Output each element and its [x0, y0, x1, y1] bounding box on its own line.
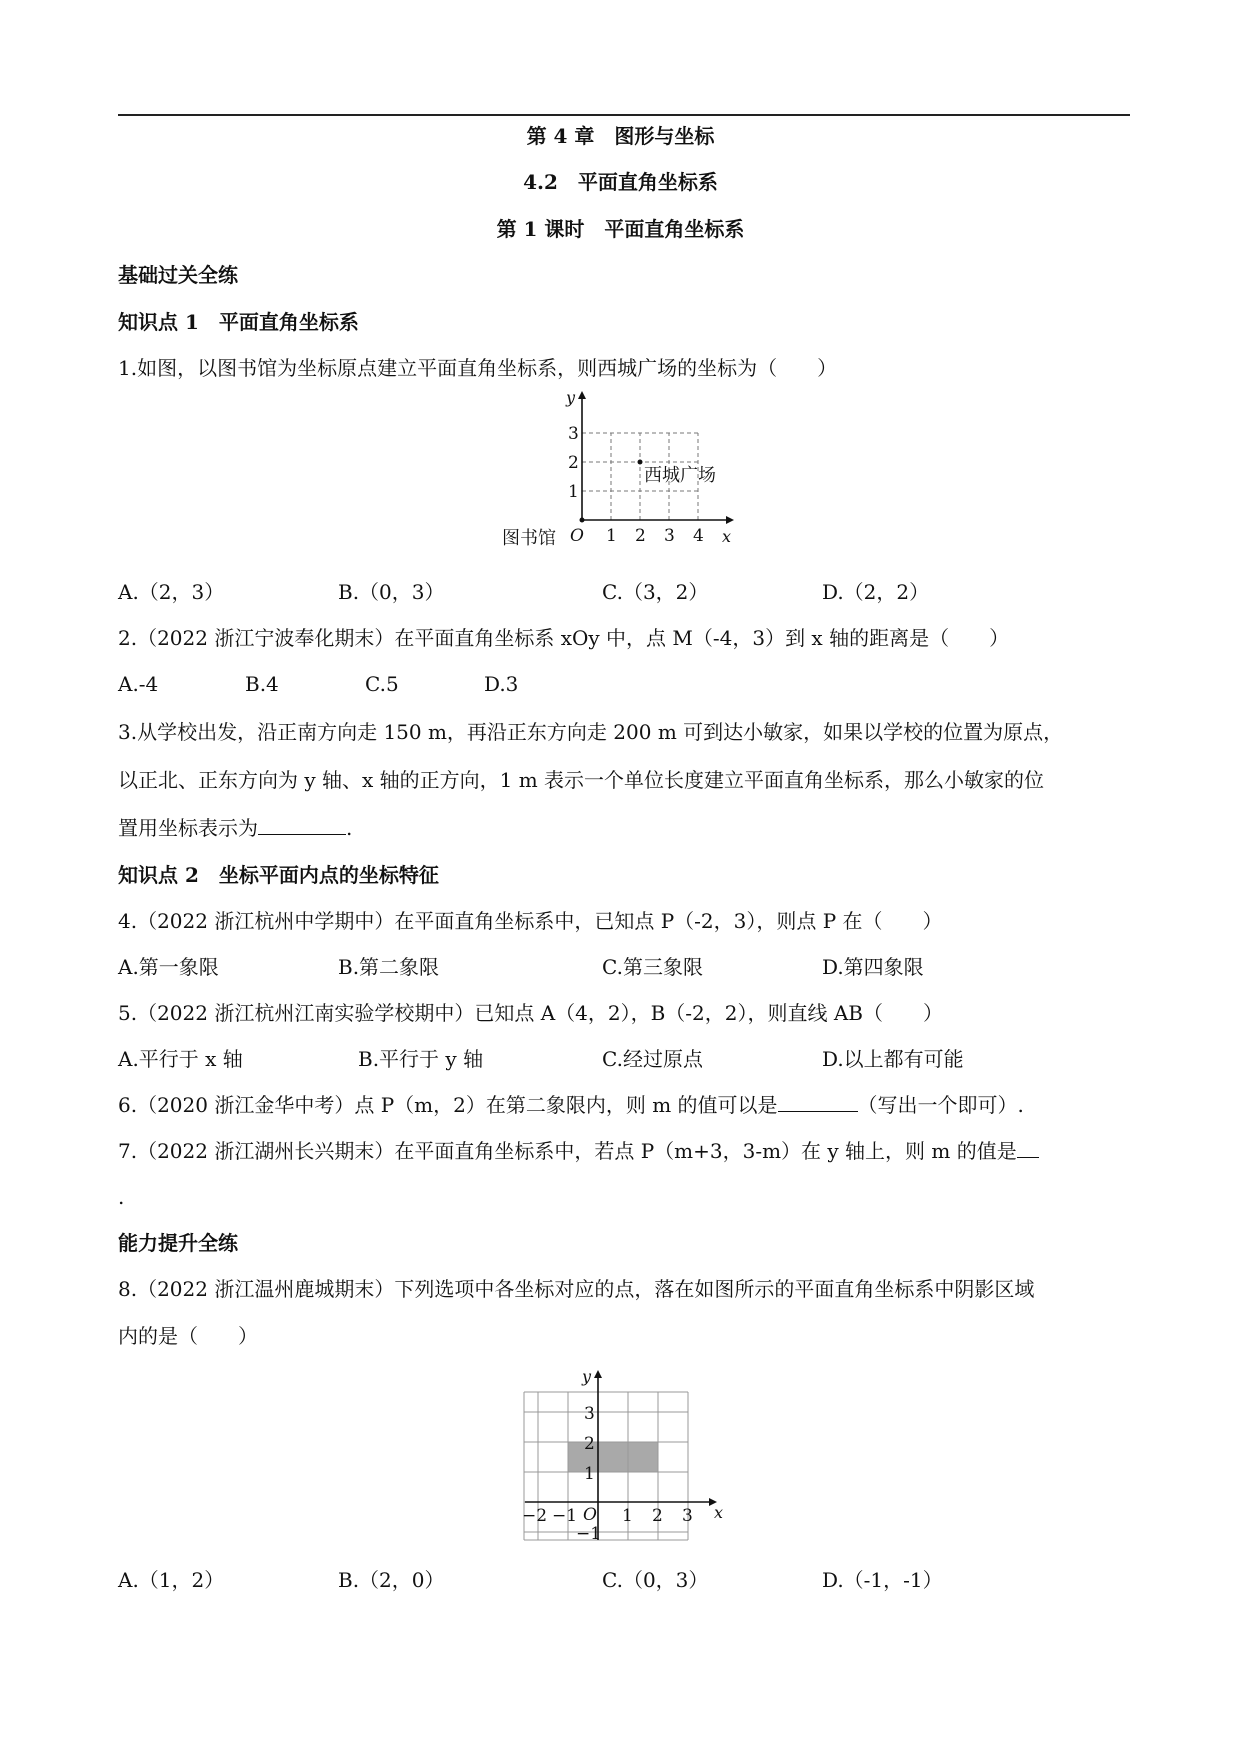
- q6-prefix: 6.（2020 浙江金华中考）点 P（m，2）在第二象限内，则 m 的值可以是: [118, 1093, 778, 1117]
- q1-option-b: B.（0，3）: [338, 580, 445, 604]
- q8-x-tick-label: −2: [522, 1506, 548, 1526]
- q1-y-tick-label: 1: [568, 482, 579, 502]
- q1-point-dot: [638, 460, 643, 465]
- q2-stem: 2.（2022 浙江宁波奉化期末）在平面直角坐标系 xOy 中，点 M（-4，3）到 x 轴的距离是（ ）: [118, 626, 1010, 650]
- q2-option-c: C.5: [365, 672, 399, 696]
- q6-line: [118, 1093, 1024, 1117]
- q8-y-tick-label: 1: [584, 1464, 595, 1484]
- q8-x-tick-label: 1: [622, 1506, 633, 1526]
- part-basic-heading: 基础过关全练: [118, 263, 238, 287]
- part-advanced-heading: 能力提升全练: [118, 1231, 238, 1255]
- q8-option-a: A.（1，2）: [118, 1568, 225, 1592]
- q8-line-1: 8.（2022 浙江温州鹿城期末）下列选项中各坐标对应的点，落在如图所示的平面直角坐标系中阴影区域: [118, 1277, 1035, 1301]
- q1-option-a: A.（2，3）: [118, 580, 225, 604]
- q8-figure: [515, 1360, 730, 1545]
- q1-figure: [490, 385, 750, 550]
- q5-option-c: C.经过原点: [602, 1047, 703, 1071]
- q8-x-axis-label: x: [714, 1503, 724, 1522]
- q3-line-3: [118, 816, 352, 840]
- q8-option-c: C.（0，3）: [602, 1568, 709, 1592]
- q5-stem: 5.（2022 浙江杭州江南实验学校期中）已知点 A（4，2），B（-2，2），则直线 AB（ ）: [118, 1001, 943, 1025]
- q1-x-tick-labels: [606, 526, 704, 546]
- q8-x-tick-labels: [522, 1506, 693, 1526]
- q8-option-d: D.（-1，-1）: [822, 1568, 943, 1592]
- q8-y-axis-label: y: [582, 1367, 592, 1386]
- q1-origin-dot: [580, 518, 585, 523]
- q8-x-tick-label: 3: [682, 1506, 693, 1526]
- q1-option-c: C.（3，2）: [602, 580, 709, 604]
- q4-stem: 4.（2022 浙江杭州中学期中）在平面直角坐标系中，已知点 P（-2，3），则点 P 在（ ）: [118, 909, 943, 933]
- q5-option-a: A.平行于 x 轴: [118, 1047, 243, 1071]
- q1-origin-place-label: 图书馆: [502, 528, 556, 549]
- q1-x-arrow: [726, 516, 734, 524]
- q8-y-tick-label: 2: [584, 1434, 595, 1454]
- q5-option-b: B.平行于 y 轴: [358, 1047, 484, 1071]
- q7-line-2: .: [118, 1185, 125, 1209]
- q8-y-tick-label: −1: [576, 1524, 602, 1544]
- q8-shaded-region: [568, 1442, 658, 1472]
- chapter-title: 第 4 章 图形与坐标: [526, 124, 715, 148]
- q8-y-tick-label: 3: [584, 1404, 595, 1424]
- q8-option-b: B.（2，0）: [338, 1568, 445, 1592]
- q2-option-a: A.-4: [118, 672, 159, 696]
- knowledge-point-1: 知识点 1 平面直角坐标系: [118, 310, 359, 334]
- q1-x-tick-label: 4: [693, 526, 704, 546]
- q7-line: [118, 1139, 1039, 1163]
- q3-line-2: 以正北、正东方向为 y 轴、x 轴的正方向，1 m 表示一个单位长度建立平面直角坐标系，那么小敏家的位: [118, 768, 1045, 792]
- q4-option-d: D.第四象限: [822, 955, 924, 979]
- q6-suffix: （写出一个即可）.: [857, 1093, 1024, 1117]
- q1-y-tick-labels: [568, 424, 579, 502]
- q3-line-3-suffix: .: [346, 816, 353, 840]
- q8-y-arrow: [594, 1370, 602, 1378]
- q1-origin-label: O: [570, 526, 584, 546]
- q8-origin-label: O: [583, 1505, 597, 1525]
- q2-option-d: D.3: [484, 672, 519, 696]
- q2-option-b: B.4: [245, 672, 279, 696]
- q3-answer-blank[interactable]: [258, 816, 346, 835]
- q8-x-tick-label: −1: [552, 1506, 578, 1526]
- section-title: 4.2 平面直角坐标系: [523, 170, 718, 194]
- q6-answer-blank[interactable]: [778, 1093, 858, 1112]
- q7-answer-blank[interactable]: [1017, 1139, 1039, 1158]
- q7-prefix: 7.（2022 浙江湖州长兴期末）在平面直角坐标系中，若点 P（m+3，3-m）在 y 轴上，则 m 的值是: [118, 1139, 1017, 1163]
- q1-x-tick-label: 3: [664, 526, 675, 546]
- q1-x-tick-label: 2: [635, 526, 646, 546]
- q8-x-tick-label: 2: [652, 1506, 663, 1526]
- top-rule: [118, 114, 1130, 116]
- q1-x-tick-label: 1: [606, 526, 617, 546]
- knowledge-point-2: 知识点 2 坐标平面内点的坐标特征: [118, 863, 439, 887]
- lesson-title: 第 1 课时 平面直角坐标系: [496, 217, 745, 241]
- q1-y-tick-label: 2: [568, 453, 579, 473]
- q1-y-arrow: [578, 391, 586, 399]
- q5-option-d: D.以上都有可能: [822, 1047, 964, 1071]
- q1-point-label: 西城广场: [644, 465, 716, 486]
- q8-line-2: 内的是（ ）: [118, 1324, 258, 1348]
- q1-stem: 1.如图，以图书馆为坐标原点建立平面直角坐标系，则西城广场的坐标为（ ）: [118, 356, 838, 380]
- q3-line-3-prefix: 置用坐标表示为: [118, 816, 258, 840]
- q3-line-1: 3.从学校出发，沿正南方向走 150 m，再沿正东方向走 200 m 可到达小敏家，如果以学校的位置为原点，: [118, 720, 1064, 744]
- q4-option-b: B.第二象限: [338, 955, 440, 979]
- q4-option-a: A.第一象限: [118, 955, 219, 979]
- q1-y-tick-label: 3: [568, 424, 579, 444]
- q1-option-d: D.（2，2）: [822, 580, 930, 604]
- q4-option-c: C.第三象限: [602, 955, 703, 979]
- q1-y-axis-label: y: [566, 388, 576, 407]
- q1-x-axis-label: x: [722, 527, 732, 546]
